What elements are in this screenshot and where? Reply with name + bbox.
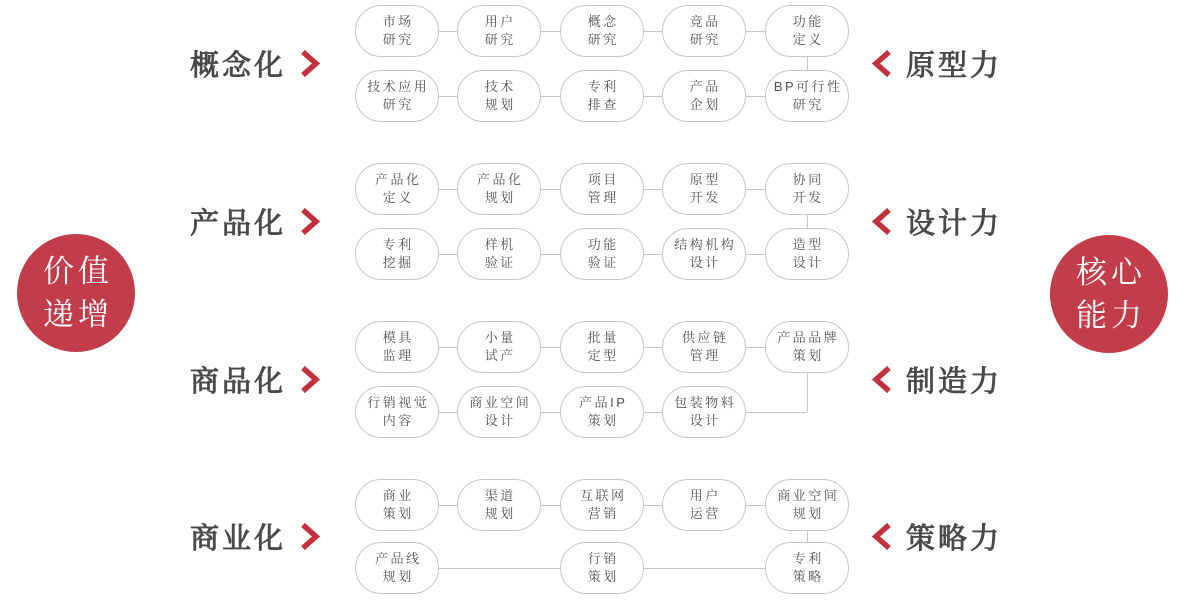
node-label: 概念 xyxy=(587,14,619,29)
process-node xyxy=(560,70,644,122)
process-node xyxy=(662,479,746,531)
node-label: 规划 xyxy=(382,569,414,584)
node-label: 专利 xyxy=(587,79,619,94)
node-label: 渠道 xyxy=(484,488,516,503)
process-node xyxy=(560,321,644,373)
process-node xyxy=(457,5,541,57)
chevron-right-icon xyxy=(300,50,320,77)
node-label: 定义 xyxy=(382,190,414,205)
node-label: 研究 xyxy=(484,32,516,47)
node-label: 策略 xyxy=(792,569,824,584)
node-label: 设计 xyxy=(689,255,721,270)
process-node xyxy=(765,70,849,122)
process-node xyxy=(662,228,746,280)
node-label: 管理 xyxy=(689,348,721,363)
process-node xyxy=(662,386,746,438)
circle-text-line: 价值 xyxy=(43,254,113,289)
chevron-left-icon xyxy=(872,208,892,235)
node-label: 专利 xyxy=(792,551,824,566)
node-label: 设计 xyxy=(792,255,824,270)
node-label: 供应链 xyxy=(681,330,729,345)
process-node xyxy=(355,163,439,215)
capability-label-text: 策略力 xyxy=(906,522,1003,555)
node-label: 产品品牌 xyxy=(777,330,840,345)
node-label: 开发 xyxy=(689,190,721,205)
process-node xyxy=(560,479,644,531)
process-node xyxy=(662,70,746,122)
node-label: 结构机构 xyxy=(674,237,737,252)
node-label: 研究 xyxy=(382,97,414,112)
node-label: 产品化 xyxy=(374,172,422,187)
capability-label-design xyxy=(872,200,1092,242)
capability-label-text: 原型力 xyxy=(906,49,1003,82)
chevron-left-icon xyxy=(872,366,892,393)
node-label: 产品IP xyxy=(579,395,628,410)
node-label: 商业空间 xyxy=(777,488,840,503)
node-label: 规划 xyxy=(484,190,516,205)
process-node xyxy=(560,386,644,438)
node-label: 设计 xyxy=(484,413,516,428)
node-label: 验证 xyxy=(587,255,619,270)
node-label: 专利 xyxy=(382,237,414,252)
capability-label-manufacturing xyxy=(872,358,1092,400)
stage-label-conceptualization xyxy=(128,42,320,84)
process-node xyxy=(457,321,541,373)
process-node xyxy=(560,163,644,215)
chevron-right-icon xyxy=(300,523,320,550)
chevron-right-icon xyxy=(300,208,320,235)
node-label: 验证 xyxy=(484,255,516,270)
node-label: 研究 xyxy=(587,32,619,47)
node-label: 产品化 xyxy=(476,172,524,187)
node-label: 策划 xyxy=(587,413,619,428)
value-increase-circle xyxy=(17,234,135,352)
node-label: 原型 xyxy=(689,172,721,187)
node-label: 规划 xyxy=(484,97,516,112)
node-label: 营销 xyxy=(587,506,619,521)
process-node xyxy=(765,163,849,215)
process-node xyxy=(560,228,644,280)
process-node xyxy=(355,321,439,373)
node-label: 定义 xyxy=(792,32,824,47)
node-label: 行销 xyxy=(587,551,619,566)
capability-label-text: 设计力 xyxy=(906,207,1003,240)
node-label: 小量 xyxy=(484,330,516,345)
process-node xyxy=(457,386,541,438)
node-label: 协同 xyxy=(792,172,824,187)
process-node xyxy=(355,5,439,57)
stage-label-productization xyxy=(128,200,320,242)
chevron-left-icon xyxy=(872,523,892,550)
node-label: 企划 xyxy=(689,97,721,112)
stage-label-text: 商品化 xyxy=(189,365,286,398)
node-label: 商业空间 xyxy=(469,395,532,410)
node-label: 模具 xyxy=(382,330,414,345)
node-label: 研究 xyxy=(689,32,721,47)
node-label: 技术应用 xyxy=(367,79,430,94)
node-label: 设计 xyxy=(689,413,721,428)
node-label: 技术 xyxy=(484,79,516,94)
node-label: 开发 xyxy=(792,190,824,205)
stage-label-commoditization xyxy=(128,358,320,400)
node-label: 功能 xyxy=(587,237,619,252)
stage-label-text: 概念化 xyxy=(189,49,286,82)
stage-label-commercialization xyxy=(128,515,320,557)
process-node xyxy=(355,386,439,438)
process-node xyxy=(355,479,439,531)
process-node xyxy=(457,228,541,280)
process-node xyxy=(765,228,849,280)
node-label: 项目 xyxy=(587,172,619,187)
process-node xyxy=(765,321,849,373)
stage-label-text: 商业化 xyxy=(189,522,286,555)
node-label: 产品 xyxy=(689,79,721,94)
node-label: 策划 xyxy=(792,348,824,363)
node-label: 行销视觉 xyxy=(367,395,430,410)
process-node xyxy=(765,479,849,531)
circle-text-line: 能力 xyxy=(1076,298,1146,333)
node-label: 包装物料 xyxy=(674,395,737,410)
process-node xyxy=(355,542,439,594)
circle-text-line: 递增 xyxy=(43,297,113,332)
node-label: 竞品 xyxy=(689,14,721,29)
process-node xyxy=(662,163,746,215)
node-label: 市场 xyxy=(382,14,414,29)
node-label: 规划 xyxy=(792,506,824,521)
process-node xyxy=(355,70,439,122)
node-label: 商业 xyxy=(382,488,414,503)
process-node xyxy=(765,542,849,594)
process-node xyxy=(560,542,644,594)
node-label: 运营 xyxy=(689,506,721,521)
circle-text-line: 核心 xyxy=(1076,255,1146,290)
node-label: 用户 xyxy=(484,14,516,29)
node-label: 挖掘 xyxy=(382,255,414,270)
node-label: 内容 xyxy=(382,413,414,428)
process-node xyxy=(560,5,644,57)
node-label: 监理 xyxy=(382,348,414,363)
node-label: 互联网 xyxy=(579,488,627,503)
process-node xyxy=(457,479,541,531)
node-label: 定型 xyxy=(587,348,619,363)
stage-label-text: 产品化 xyxy=(189,207,286,240)
capability-label-prototype xyxy=(872,42,1092,84)
node-label: 产品线 xyxy=(374,551,422,566)
node-label: 排查 xyxy=(587,97,619,112)
node-label: 规划 xyxy=(484,506,516,521)
node-label: 研究 xyxy=(792,97,824,112)
process-node xyxy=(662,321,746,373)
core-capability-circle xyxy=(1050,235,1168,353)
node-label: 管理 xyxy=(587,190,619,205)
node-label: 试产 xyxy=(484,348,516,363)
node-label: 造型 xyxy=(792,237,824,252)
node-label: 用户 xyxy=(689,488,721,503)
node-label: 功能 xyxy=(792,14,824,29)
process-node xyxy=(457,163,541,215)
node-label: 批量 xyxy=(587,330,619,345)
node-label: BP可行性 xyxy=(773,79,843,94)
chevron-left-icon xyxy=(872,50,892,77)
process-node xyxy=(765,5,849,57)
capability-label-text: 制造力 xyxy=(906,365,1003,398)
node-label: 研究 xyxy=(382,32,414,47)
process-node xyxy=(457,70,541,122)
node-label: 策划 xyxy=(382,506,414,521)
process-node xyxy=(355,228,439,280)
node-label: 策划 xyxy=(587,569,619,584)
node-label: 样机 xyxy=(484,237,516,252)
capability-label-strategy xyxy=(872,515,1092,557)
chevron-right-icon xyxy=(300,366,320,393)
process-node xyxy=(662,5,746,57)
